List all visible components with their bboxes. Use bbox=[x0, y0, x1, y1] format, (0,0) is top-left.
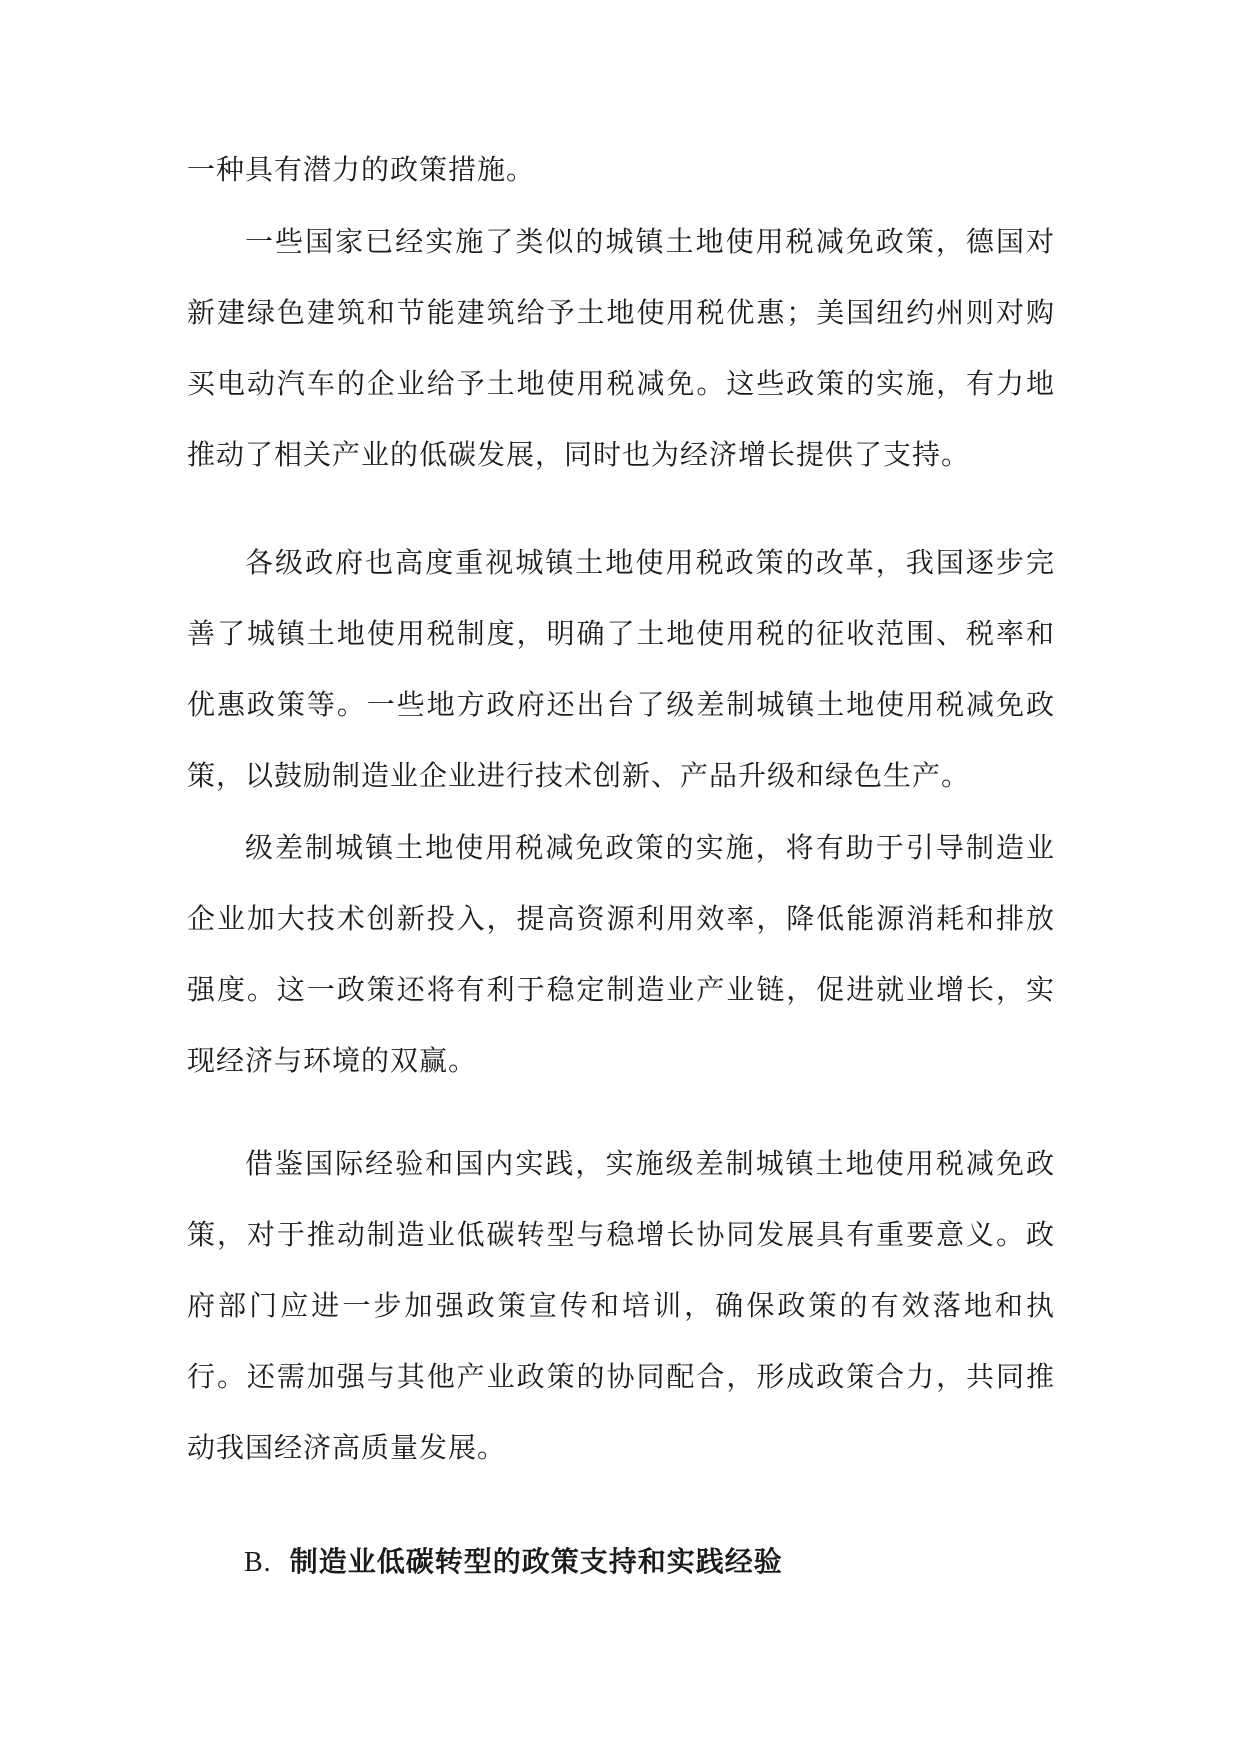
paragraph-international-examples bbox=[187, 206, 1055, 490]
paragraph-policy-significance bbox=[187, 1128, 1055, 1483]
paragraph-policy-effects bbox=[187, 812, 1055, 1096]
paragraph-text: 级差制城镇土地使用税减免政策的实施，将有助于引导制造业企业加大技术创新投入，提高资源利用效率，降低能源消耗和排放强度。这一政策还将有利于稳定制造业产业链，促进就业增长，实现经济与环境的双赢。 bbox=[187, 831, 1055, 1077]
paragraph-text: 各级政府也高度重视城镇土地使用税政策的改革，我国逐步完善了城镇土地使用税制度，明确了土地使用税的征收范围、税率和优惠政策等。一些地方政府还出台了级差制城镇土地使用税减免政策，以鼓励制造业企业进行技术创新、产品升级和绿色生产。 bbox=[187, 546, 1055, 792]
paragraph-text: 一些国家已经实施了类似的城镇土地使用税减免政策，德国对新建绿色建筑和节能建筑给予土地使用税优惠；美国纽约州则对购买电动汽车的企业给予土地使用税减免。这些政策的实施，有力地推动了相关产业的低碳发展，同时也为经济增长提供了支持。 bbox=[187, 225, 1055, 471]
paragraph-text: 借鉴国际经验和国内实践，实施级差制城镇土地使用税减免政策，对于推动制造业低碳转型与稳增长协同发展具有重要意义。政府部门应进一步加强政策宣传和培训，确保政策的有效落地和执行。还需加强与其他产业政策的协同配合，形成政策合力，共同推动我国经济高质量发展。 bbox=[187, 1147, 1055, 1464]
section-title: 制造业低碳转型的政策支持和实践经验 bbox=[289, 1545, 783, 1578]
section-heading bbox=[244, 1542, 783, 1583]
section-marker: B. bbox=[244, 1547, 272, 1578]
paragraph-text: 一种具有潜力的政策措施。 bbox=[187, 153, 536, 186]
paragraph-continuation bbox=[187, 134, 1055, 205]
paragraph-government-reform bbox=[187, 527, 1055, 811]
